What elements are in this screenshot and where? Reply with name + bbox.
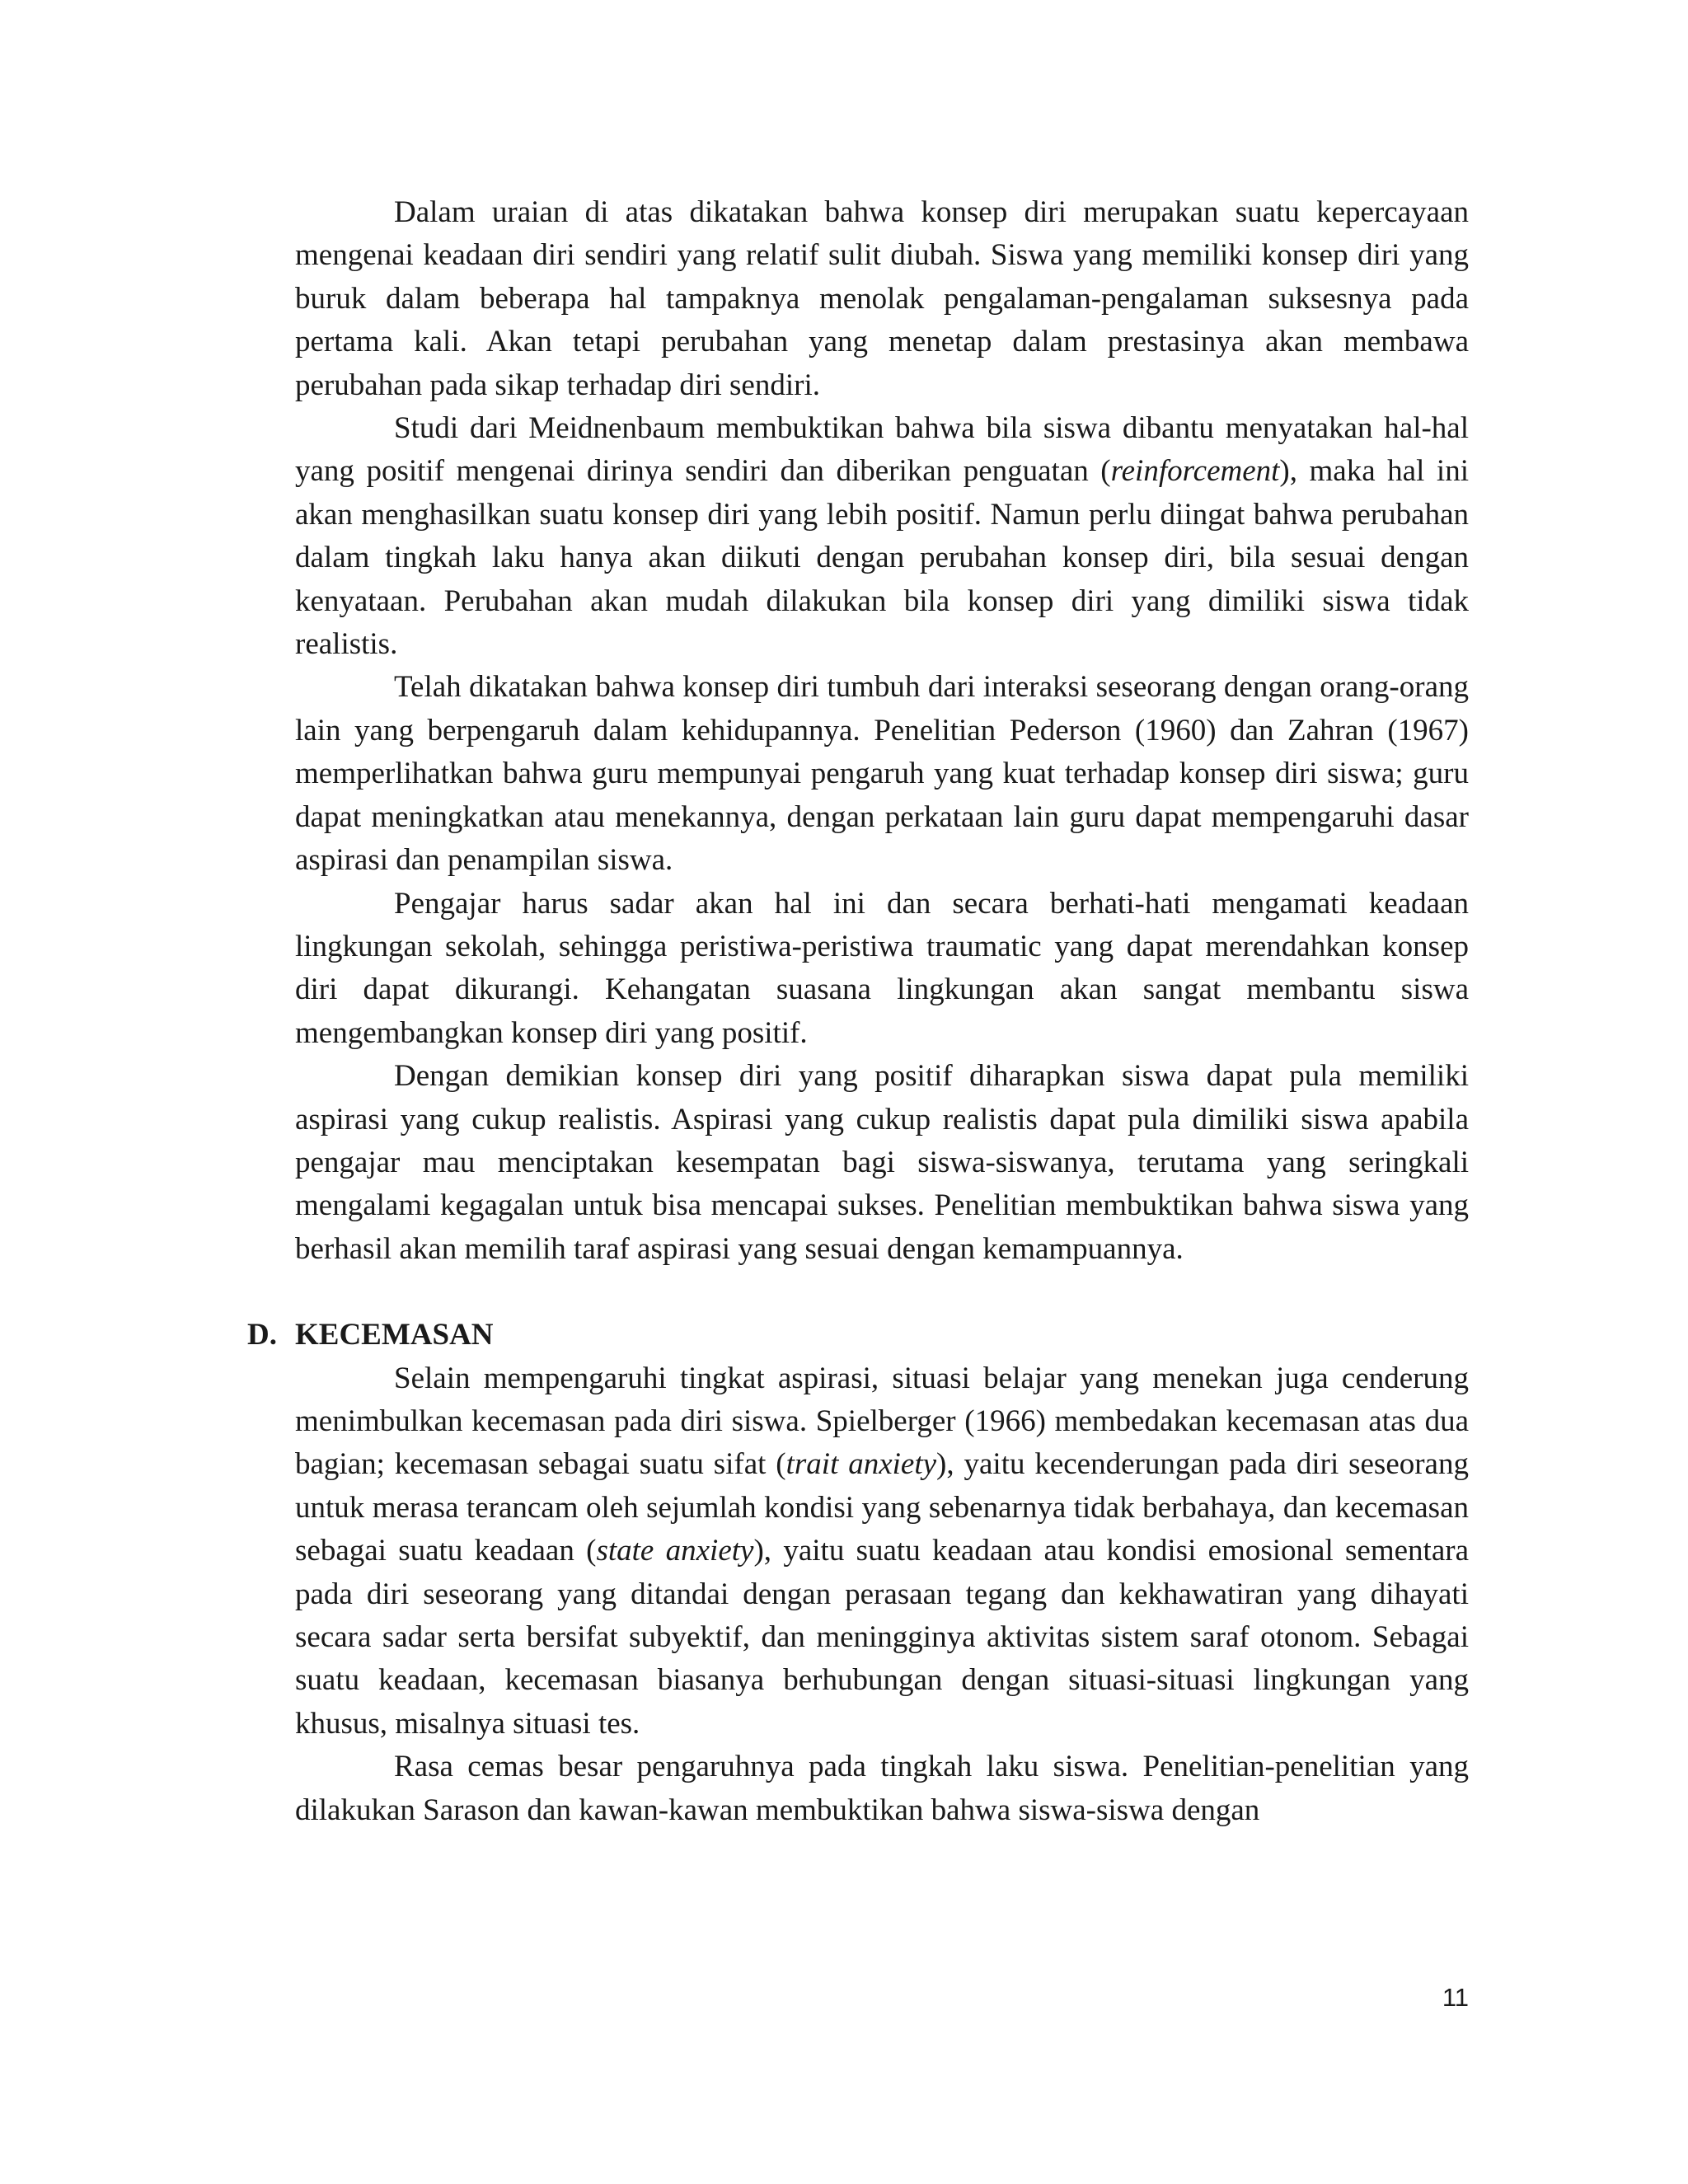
paragraph-konsep-diri-kepercayaan: Dalam uraian di atas dikatakan bahwa konsep diri merupakan suatu kepercayaan mengenai keadaan diri sendiri yang relatif sulit diubah. Siswa yang memiliki konsep diri yang buruk dalam beberapa hal tampaknya menolak pengalaman-pengalaman suksesnya pada pertama kali. Akan tetapi perubahan yang menetap dalam prestasinya akan membawa perubahan pada sikap terhadap diri sendiri. bbox=[295, 195, 1469, 402]
paragraph-interaksi-guru: Telah dikatakan bahwa konsep diri tumbuh dari interaksi seseorang dengan orang-orang lain yang berpengaruh dalam kehidupannya. Penelitian Pederson (1960) dan Zahran (1967) memperlihatkan bahwa guru mempunyai pengaruh yang kuat terhadap konsep diri siswa; guru dapat meningkatkan atau menekannya, dengan perkataan lain guru dapat mempengaruhi dasar aspirasi dan penampilan siswa. bbox=[295, 670, 1469, 878]
paragraph-aspirasi-realistis: Dengan demikian konsep diri yang positif diharapkan siswa dapat pula memiliki aspirasi yang cukup realistis. Aspirasi yang cukup realistis dapat pula dimiliki siswa apabila pengajar mau menciptakan kesempatan bagi siswa-siswanya, terutama yang seringkali mengalami kegagalan untuk bisa mencapai sukses. Penelitian membuktikan bahwa siswa yang berhasil akan memilih taraf aspirasi yang sesuai dengan kemampuannya. bbox=[295, 1059, 1469, 1266]
paragraph-lingkungan-sekolah: Pengajar harus sadar akan hal ini dan secara berhati-hati mengamati keadaan lingkungan sekolah, sehingga peristiwa-peristiwa traumatic yang dapat merendahkan konsep diri dapat dikurangi. Kehangatan suasana lingkungan akan sangat membantu siswa mengembangkan konsep diri yang positif. bbox=[295, 886, 1469, 1050]
italic-term-state-anxiety: state anxiety bbox=[596, 1534, 754, 1568]
section-heading-letter: D. bbox=[247, 1318, 277, 1352]
italic-term-reinforcement: reinforcement bbox=[1110, 454, 1280, 489]
paragraph-kecemasan-spielberger: Selain mempengaruhi tingkat aspirasi, situasi belajar yang menekan juga cenderung menimbulkan kecemasan pada diri siswa. Spielberger (1966) membedakan kecemasan atas dua bagian; kecemasan sebagai suatu sifat (trait anxiety), yaitu kecenderungan pada diri seseorang untuk merasa terancam oleh sejumlah kondisi yang sebenarnya tidak berbahaya, dan kecemasan sebagai suatu keadaan (state anxiety), yaitu suatu keadaan atau kondisi emosional sementara pada diri seseorang yang ditandai dengan perasaan tegang dan kekhawatiran yang dihayati secara sadar serta bersifat subyektif, dan meningginya aktivitas sistem saraf otonom. Sebagai suatu keadaan, kecemasan biasanya berhubungan dengan situasi-situasi lingkungan yang khusus, misalnya situasi tes. bbox=[295, 1361, 1470, 1741]
document-body bbox=[247, 191, 1470, 1832]
paragraph-meidnenbaum-study: Studi dari Meidnenbaum membuktikan bahwa bila siswa dibantu menyatakan hal-hal yang positif mengenai dirinya sendiri dan diberikan penguatan (reinforcement), maka hal ini akan menghasilkan suatu konsep diri yang lebih positif. Namun perlu diingat bahwa perubahan dalam tingkah laku hanya akan diikuti dengan perubahan konsep diri, bila sesuai dengan kenyataan. Perubahan akan mudah dilakukan bila konsep diri yang dimiliki siswa tidak realistis. bbox=[295, 411, 1469, 662]
section-heading-title: KECEMASAN bbox=[295, 1318, 494, 1352]
italic-term-trait-anxiety: trait anxiety bbox=[785, 1447, 937, 1482]
section-heading bbox=[247, 1314, 1469, 1357]
page-number: 11 bbox=[1442, 1983, 1469, 2012]
paragraph-rasa-cemas: Rasa cemas besar pengaruhnya pada tingkah laku siswa. Penelitian-penelitian yang dilakukan Sarason dan kawan-kawan membuktikan bahwa siswa-siswa dengan bbox=[295, 1750, 1469, 1827]
section-spacer bbox=[295, 1271, 1469, 1314]
